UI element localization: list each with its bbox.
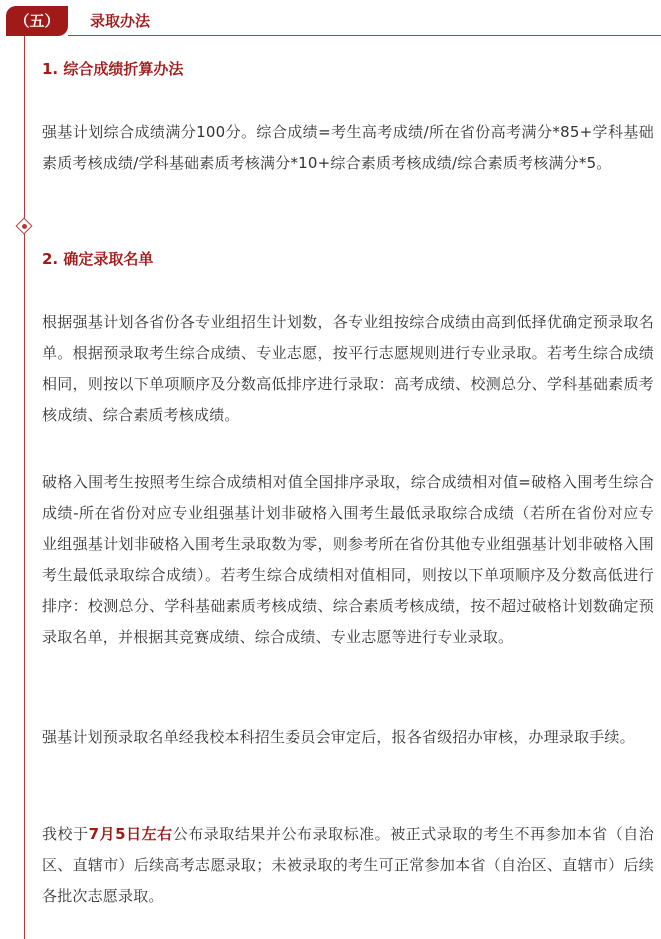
paragraph-score-formula: 强基计划综合成绩满分100分。综合成绩=考生高考成绩/所在省份高考满分*85+学科基础素质考核成绩/学科基础素质考核满分*10+综合素质考核成绩/综合素质考核满分*5。: [42, 123, 654, 172]
subsection-heading-2: 2. 确定录取名单: [42, 250, 154, 268]
paragraph-admission-list: 根据强基计划各省份各专业组招生计划数，各专业组按综合成绩由高到低择优确定预录取名单。根据预录取考生综合成绩、专业志愿，按平行志愿规则进行专业录取。若考生综合成绩相同，则按以下单项顺序及分数高低排序进行录取：高考成绩、校测总分、学科基础素质考核成绩、综合素质考核成绩。: [42, 313, 654, 424]
paragraph-review-procedure: 强基计划预录取名单经我校本科招生委员会审定后，报各省级招办审核，办理录取手续。: [42, 728, 635, 746]
vertical-guide-line: [24, 36, 25, 939]
section-number-tag: （五）: [6, 6, 68, 36]
result-suffix: 公布录取结果并公布录取标准。被正式录取的考生不再参加本省（自治区、直辖市）后续高考志愿录取；未被录取的考生可正常参加本省（自治区、直辖市）后续各批次志愿录取。: [42, 825, 654, 905]
subsection-heading-1: 1. 综合成绩折算办法: [42, 60, 184, 78]
paragraph-result-announcement: [42, 819, 654, 912]
header-divider: [68, 35, 661, 36]
section-header: [0, 0, 661, 40]
result-prefix: 我校于: [42, 825, 89, 843]
paragraph-exceptional-admission: 破格入围考生按照考生综合成绩相对值全国排序录取，综合成绩相对值=破格入围考生综合成绩-所在省份对应专业组强基计划非破格入围考生最低录取综合成绩（若所在省份对应专业组强基计划非破格入围考生录取数为零，则参考所在省份其他专业组强基计划非破格入围考生最低录取综合成绩）。若考生综合成绩相对值相同，则按以下单项顺序及分数高低进行排序：校测总分、学科基础素质考核成绩、综合素质考核成绩，按不超过破格计划数确定预录取名单，并根据其竞赛成绩、综合成绩、专业志愿等进行专业录取。: [42, 473, 654, 646]
result-date-highlight: 7月5日左右: [88, 825, 173, 843]
diamond-marker-dot: [22, 224, 27, 229]
section-title: 录取办法: [90, 12, 151, 30]
